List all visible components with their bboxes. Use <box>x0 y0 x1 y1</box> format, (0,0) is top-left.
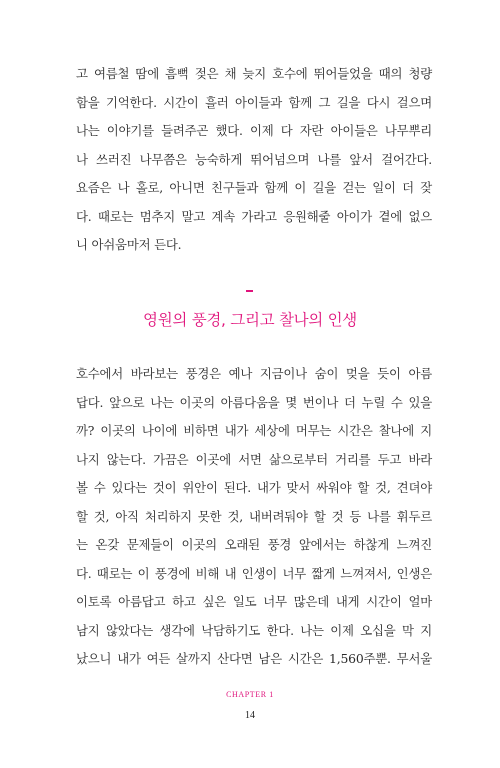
text-line: 고 여름철 땀에 흠뻑 젖은 채 늦지 호수에 뛰어들었을 때의 청량 <box>76 66 432 81</box>
text-line: 다. 때로는 멈추지 말고 계속 가라고 응원해줄 아이가 곁에 없으 <box>76 208 432 224</box>
text-line: 는 온갖 문제들이 이곳의 오래된 풍경 앞에서는 하찮게 느껴진 <box>76 537 432 552</box>
text-line: 나는 이야기를 들려주곤 했다. 이제 다 자란 아이들은 나무뿌리 <box>76 123 432 138</box>
text-line: 나 쓰러진 나무쯤은 능숙하게 뛰어넘으며 나를 앞서 걸어간다. <box>76 151 432 167</box>
section-divider <box>246 290 253 292</box>
paragraph-2 <box>76 360 432 674</box>
text-line: 까? 이곳의 나이에 비하면 내가 세상에 머무는 시간은 찰나에 지 <box>76 423 432 438</box>
text-line: 나지 않는다. 가끔은 이곳에 서면 삶으로부터 거리를 두고 바라 <box>76 451 432 467</box>
text-line: 함을 기억한다. 시간이 흘러 아이들과 함께 그 길을 다시 걸으며 <box>76 94 432 110</box>
text-line: 호수에서 바라보는 풍경은 예나 지금이나 숨이 멎을 듯이 아름 <box>76 366 432 381</box>
page-number: 14 <box>245 710 255 721</box>
text-line: 답다. 앞으로 나는 이곳의 아름다움을 몇 번이나 더 누릴 수 있을 <box>76 394 432 410</box>
paragraph-1 <box>76 60 432 260</box>
text-line: 할 것, 아직 처리하지 못한 것, 내버려둬야 할 것 등 나를 휘두르 <box>76 508 432 524</box>
text-line: 남지 않았다는 생각에 낙담하기도 한다. 나는 이제 오십을 막 지 <box>76 622 432 638</box>
text-line: 요즘은 나 홀로, 아니면 친구들과 함께 이 길을 걷는 일이 더 잦 <box>76 180 432 195</box>
text-line: 났으니 내가 여든 살까지 산다면 남은 시간은 1,560주뿐. 무서울 <box>76 651 432 666</box>
text-line: 다. 때로는 이 풍경에 비해 내 인생이 너무 짧게 느껴져서, 인생은 <box>76 565 432 581</box>
chapter-label: CHAPTER 1 <box>226 690 274 699</box>
text-line: 니 아쉬움마저 든다. <box>76 237 182 252</box>
section-title: 영원의 풍경, 그리고 찰나의 인생 <box>143 311 357 329</box>
text-line: 볼 수 있다는 것이 위안이 된다. 내가 맞서 싸워야 할 것, 견뎌야 <box>76 480 432 495</box>
text-line: 이토록 아름답고 하고 싶은 일도 너무 많은데 내게 시간이 얼마 <box>76 594 432 609</box>
